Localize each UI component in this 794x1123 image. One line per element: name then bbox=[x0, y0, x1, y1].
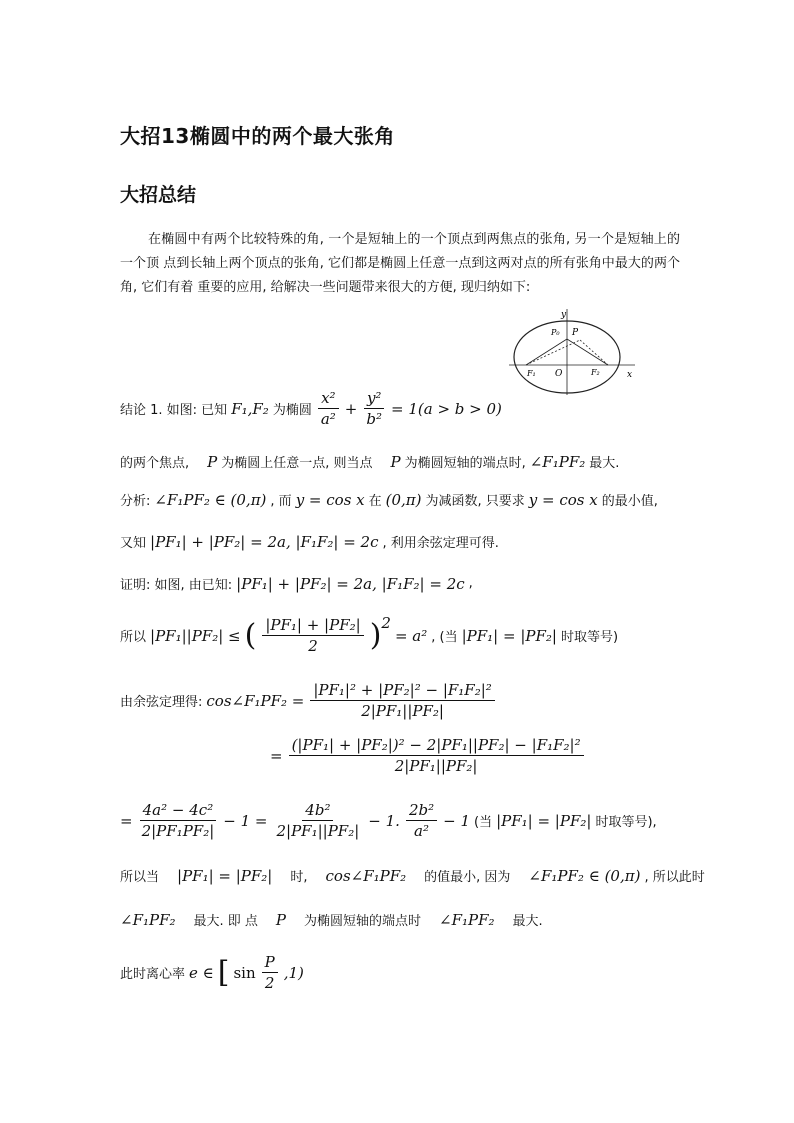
l3-fraction-c: $\frac{\text{2b²}}{\text{a²}}$ bbox=[406, 800, 437, 841]
proof-line-1: 证明: 如图, 由已知: |PF₁| + |PF₂| = 2a, |F₁F₂| = 2c , bbox=[120, 574, 473, 593]
ellipse-figure bbox=[505, 305, 640, 400]
conclusion-proof-line-2: ∠F₁PF₂ 最大. 即 点 P 为椭圆短轴的端点时 ∠F₁PF₂ 最大. bbox=[120, 910, 543, 929]
section-heading: 大招总结 bbox=[120, 184, 197, 206]
intro-paragraph: 在椭圆中有两个比较特殊的角, 一个是短轴上的一个顶点到两焦点的张角, 另一个是短轴上的一个顶 点到长轴上两个顶点的张角, 它们都是椭圆上任意一点到这两对点的所有张角中最大的两个角, 它们有着 重要的应用, 给解决一些问题带来很大的方便, 现归纳如下: bbox=[120, 232, 680, 295]
cosine-fraction-1: $\frac{\text{|PF₁|² + |PF₂|² − |F₁F₂|²}}{\text{2|PF₁||PF₂|}}$ bbox=[310, 680, 494, 721]
conclusion-proof-line-1: 所以当 |PF₁| = |PF₂| 时, cos∠F₁PF₂ 的值最小, 因为 ∠F₁PF₂ ∈ (0,π) , 所以此时 bbox=[120, 866, 705, 885]
conclusion-line-2: 的两个焦点, P 为椭圆上任意一点, 则当点 P 为椭圆短轴的端点时, ∠F₁PF₂ 最大. bbox=[120, 452, 620, 471]
l3-fraction-b: $\frac{\text{4b²}}{\text{2|PF₁||PF₂|}}$ bbox=[276, 801, 360, 840]
page-title: 大招13椭圆中的两个最大张角 bbox=[120, 124, 395, 148]
p-over-2: $\frac{P}{2}$ bbox=[262, 952, 278, 993]
proof-line-2: 所以 |PF₁||PF₂| ≤ ( $\frac{\text{|PF₁| + |PF₂|}}{2}$ ) 2 = a² , (当 |PF₁| = |PF₂| 时取等号) bbox=[120, 613, 619, 655]
half-sum-fraction: $\frac{\text{|PF₁| + |PF₂|}}{2}$ bbox=[262, 615, 363, 656]
y2-over-b2: $\frac{\text{y²}}{\text{b²}}$ bbox=[363, 388, 385, 429]
f1-p-line bbox=[526, 340, 580, 365]
cosine-fraction-2: $\frac{\text{(|PF₁| + |PF₂|)² − 2|PF₁||PF₂| − |F₁F₂|²}}{\text{2|PF₁||PF₂|}}$ bbox=[289, 735, 584, 776]
p-label: P bbox=[572, 328, 579, 338]
x-label: x bbox=[627, 370, 633, 380]
cosine-line-2: = $\frac{\text{(|PF₁| + |PF₂|)² − 2|PF₁||PF₂| − |F₁F₂|²}}{\text{2|PF₁||PF₂|}}$ bbox=[270, 735, 586, 776]
p0-label: P₀ bbox=[551, 328, 560, 337]
y-label: y bbox=[561, 310, 567, 320]
l3-fraction-a: $\frac{\text{4a² − 4c²}}{\text{2|PF₁PF₂|}}$ bbox=[141, 801, 215, 840]
f1-label: F₁ bbox=[527, 369, 536, 378]
cosine-line-3: = $\frac{\text{4a² − 4c²}}{\text{2|PF₁PF₂|}}$ − 1 = $\frac{\text{4b²}}{\text{2|PF₁||PF₂|}}$ − 1. $\frac{\text{2b²}}{\text{a²}}$ − 1 (当 |PF₁| = |PF₂| 时取等号), bbox=[120, 801, 657, 840]
x2-over-a2: $\frac{\text{x²}}{\text{a²}}$ bbox=[318, 388, 339, 429]
conclusion-line-1: 结论 1. 如图: 已知 F₁,F₂ 为椭圆 $\frac{\text{x²}}{\text{a²}}$ + $\frac{\text{y²}}{\text{b²}}$ = 1(a > b > 0) bbox=[120, 389, 502, 428]
analysis-line-2: 又知 |PF₁| + |PF₂| = 2a, |F₁F₂| = 2c , 利用余弦定理可得. bbox=[120, 532, 499, 551]
f1-p0-line bbox=[526, 339, 567, 365]
p-f2-line bbox=[580, 340, 608, 365]
f2-label: F₂ bbox=[591, 368, 600, 377]
cosine-line-1: 由余弦定理得: cos∠F₁PF₂ = $\frac{\text{|PF₁|² + |PF₂|² − |F₁F₂|²}}{\text{2|PF₁||PF₂|}}$ bbox=[120, 680, 497, 721]
eccentricity-line: 此时离心率 e ∈ [ sin $\frac{P}{2}$ ,1) bbox=[120, 953, 304, 992]
analysis-line-1: 分析: ∠F₁PF₂ ∈ (0,π) , 而 y = cos x 在 (0,π) 为减函数, 只要求 y = cos x 的最小值, bbox=[120, 490, 658, 509]
origin-label: O bbox=[555, 369, 563, 379]
